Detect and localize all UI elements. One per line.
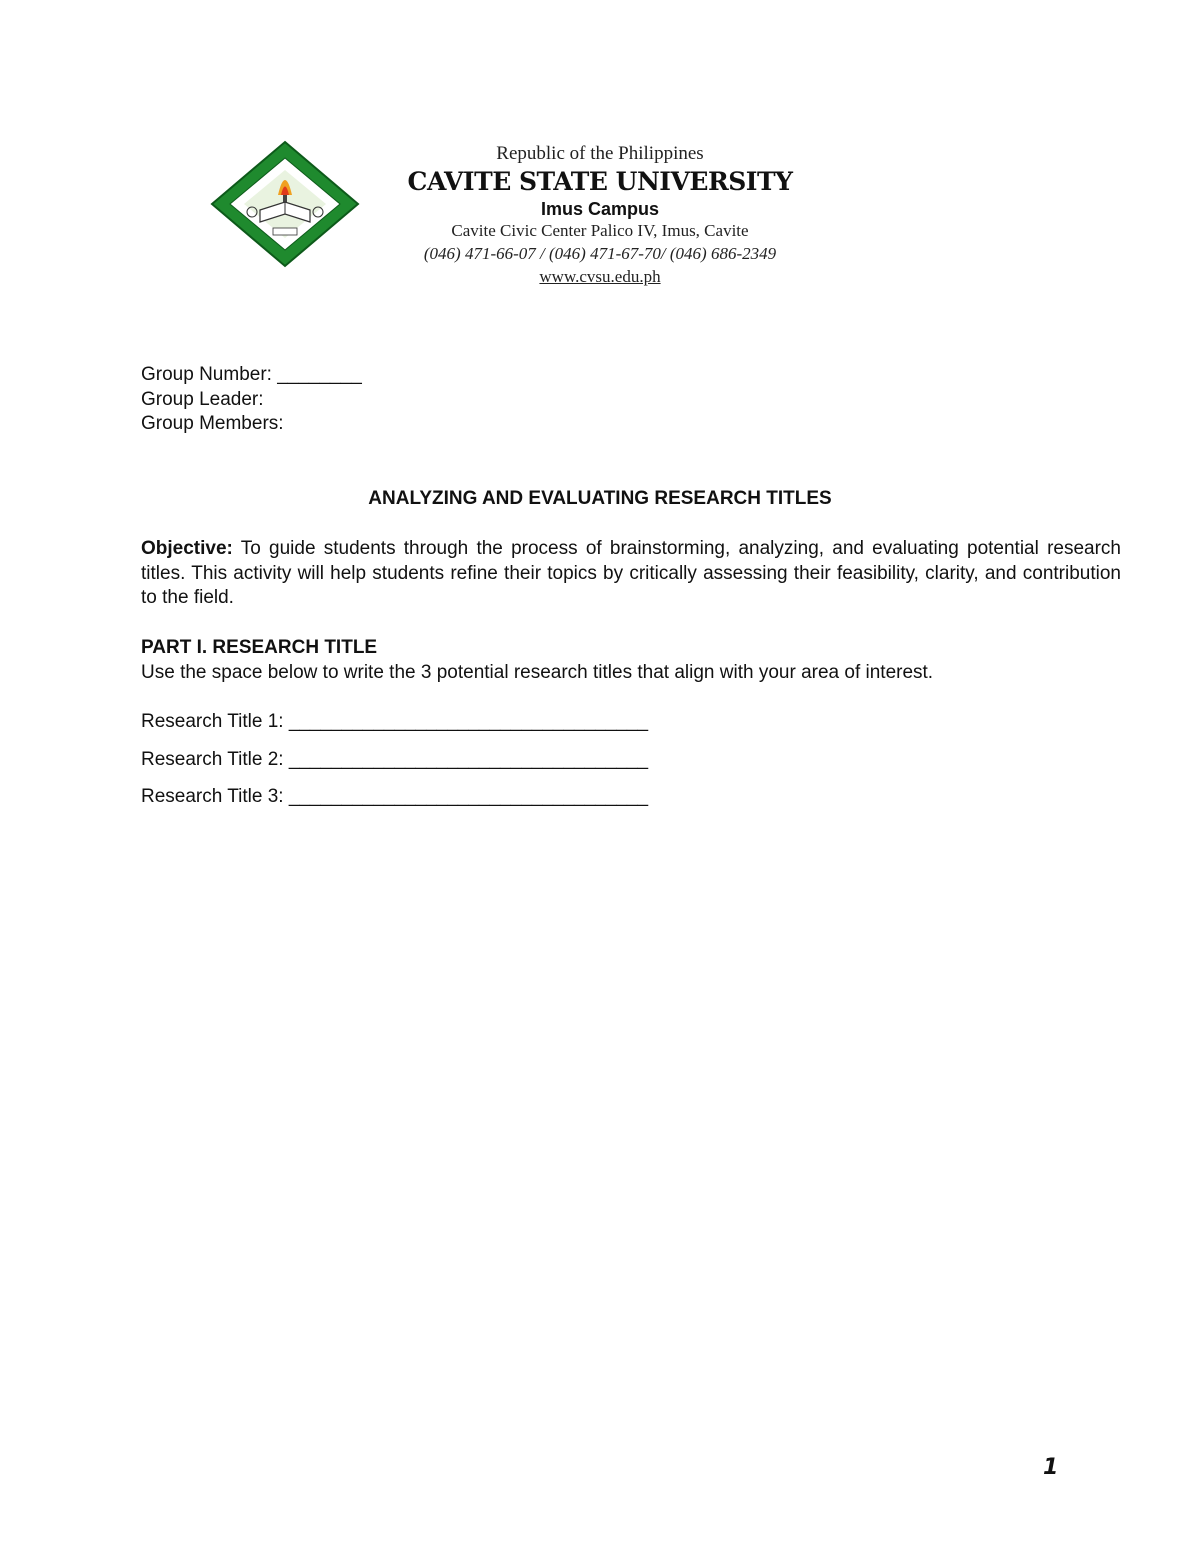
cvsu-seal-logo [208,140,362,268]
research-title-2-field: Research Title 2: __________________________________ [141,749,649,770]
campus-name: Imus Campus [540,199,660,219]
activity-title: ANALYZING AND EVALUATING RESEARCH TITLES [368,488,832,509]
group-members-field: Group Members: [141,413,284,434]
research-title-1-field: Research Title 1: __________________________________ [141,711,649,732]
campus-address: Cavite Civic Center Palico IV, Imus, Cavite [451,221,749,240]
group-leader-field: Group Leader: [141,389,264,410]
website-link[interactable]: www.cvsu.edu.ph [539,267,661,286]
university-name: CAVITE STATE UNIVERSITY [407,167,793,196]
phone-numbers: (046) 471-66-07 / (046) 471-67-70/ (046) 686-2349 [423,244,777,263]
part1-heading: PART I. RESEARCH TITLE [141,637,378,658]
research-title-3-field: Research Title 3: __________________________________ [141,786,649,807]
part1-instruction: Use the space below to write the 3 potential research titles that align with your area of interest. [141,662,934,683]
page-number: 1 [1043,1455,1059,1480]
group-number-field: Group Number: ________ [141,364,362,385]
objective-text: To guide students through the process of brainstorming, analyzing, and evaluating potential research titles. This activity will help students refine their topics by critically assessing their feasibility, clarity, and contribution to the field. [141,538,1121,608]
objective-label: Objective: [141,538,233,559]
objective-paragraph [141,537,1121,611]
republic-line: Republic of the Philippines [496,143,704,164]
